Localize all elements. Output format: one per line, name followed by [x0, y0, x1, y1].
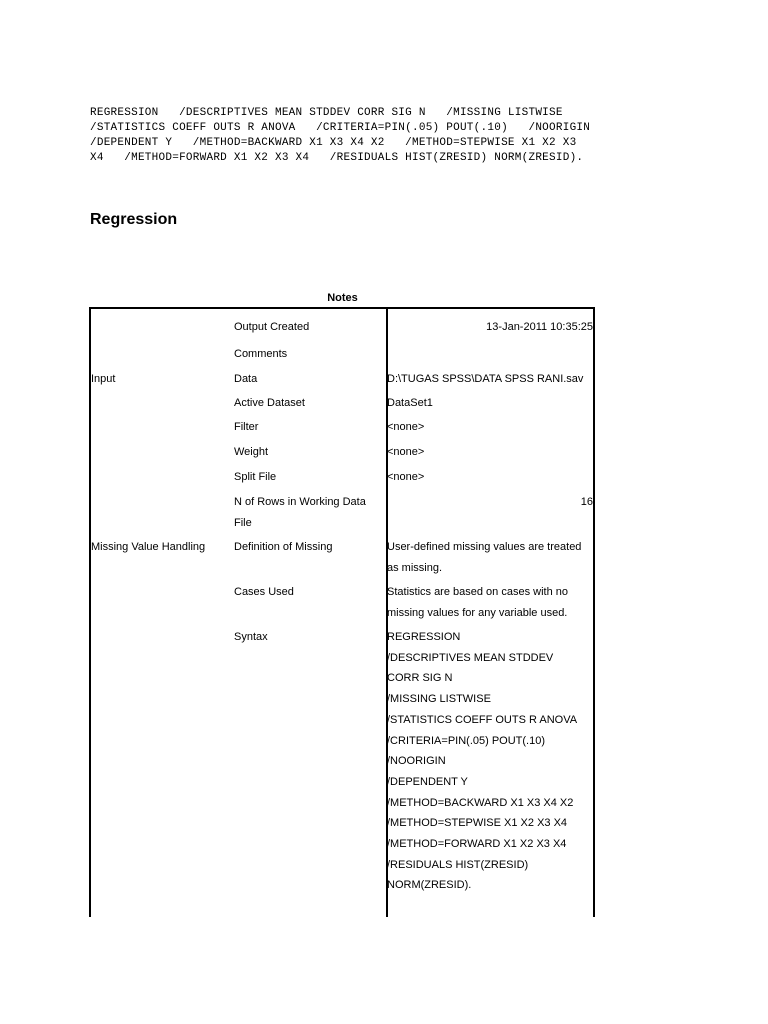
table-cell-value: 13-Jan-2011 10:35:25 [486, 321, 593, 333]
notes-table [89, 307, 595, 917]
table-cell-label: N of Rows in Working Data File [234, 496, 366, 529]
table-cell-value: User-defined missing values are treated as missing. [387, 541, 582, 574]
syntax-line: /STATISTICS COEFF OUTS R ANOVA /CRITERIA=PIN(.05) POUT(.10) /NOORIGIN [90, 122, 591, 134]
table-cell-group: Input [91, 373, 116, 385]
syntax-line: REGRESSION /DESCRIPTIVES MEAN STDDEV CORR SIG N /MISSING LISTWISE [90, 107, 563, 119]
table-cell-label: Weight [234, 446, 269, 458]
table-cell-label: Comments [234, 348, 288, 360]
section-heading-regression: Regression [90, 211, 178, 228]
table-cell-value: <none> [387, 421, 425, 433]
table-cell-label: Active Dataset [234, 397, 305, 409]
table-cell-value: <none> [387, 471, 425, 483]
table-cell-label: Filter [234, 421, 259, 433]
syntax-line: /DEPENDENT Y /METHOD=BACKWARD X1 X3 X4 X2 /METHOD=STEPWISE X1 X2 X3 [90, 137, 577, 149]
table-cell-label: Definition of Missing [234, 541, 333, 553]
table-cell-value: <none> [387, 446, 425, 458]
table-cell-value: DataSet1 [387, 397, 433, 409]
syntax-command-block [90, 106, 710, 166]
table-cell-group: Missing Value Handling [91, 541, 206, 553]
table-cell-value-syntax: REGRESSION /DESCRIPTIVES MEAN STDDEV CORR SIG N /MISSING LISTWISE /STATISTICS COEFF OUTS R ANOVA /CRITERIA=PIN(.05) POUT(.10) /NOORIGIN /DEPENDENT Y /METHOD=BACKWARD X1 X3 X4 X2 /METHOD=STEPWISE X1 X2 X3 X4 /METHOD=FORWARD X1 X2 X3 X4 /RESIDUALS HIST(ZRESID) NORM(ZRESID). [387, 631, 578, 892]
table-cell-value: 16 [580, 496, 593, 508]
table-cell-label: Output Created [234, 321, 310, 333]
table-cell-label: Data [234, 373, 258, 385]
notes-table-title: Notes [327, 292, 358, 304]
table-cell-value: Statistics are based on cases with no missing values for any variable used. [387, 586, 568, 619]
syntax-line: X4 /METHOD=FORWARD X1 X2 X3 X4 /RESIDUALS HIST(ZRESID) NORM(ZRESID). [90, 152, 584, 164]
table-cell-label: Syntax [234, 631, 268, 643]
table-cell-label: Cases Used [234, 586, 294, 598]
table-cell-value: D:\TUGAS SPSS\DATA SPSS RANI.sav [387, 373, 584, 385]
table-cell-label: Split File [234, 471, 277, 483]
